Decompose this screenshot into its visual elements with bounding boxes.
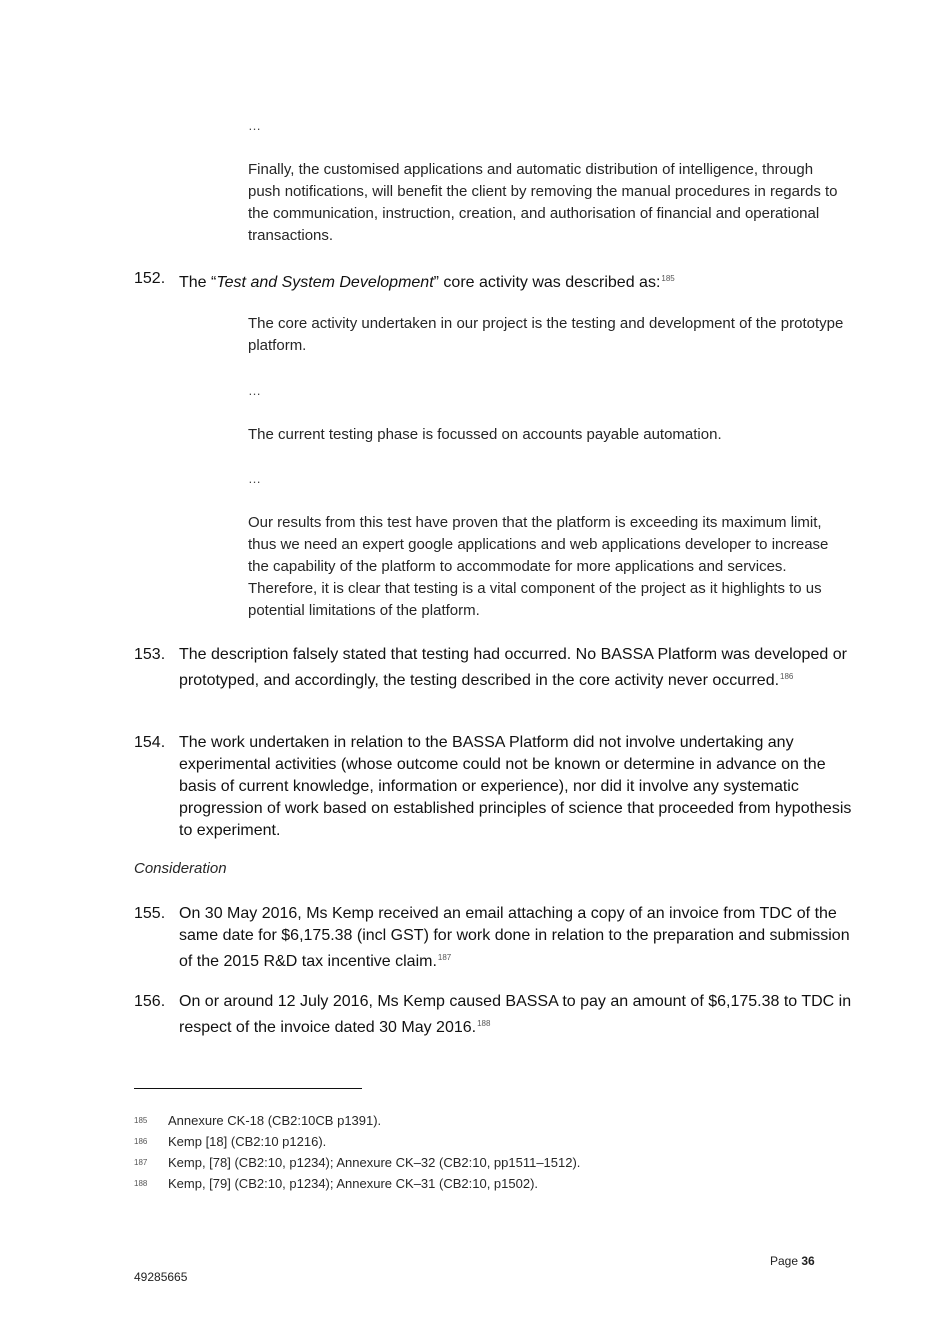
paragraph-154 <box>134 732 854 842</box>
footnote-number: 187 <box>134 1158 148 1167</box>
text-body: On 30 May 2016, Ms Kemp received an email attaching a copy of an invoice from TDC of the same date for $6,175.38 (incl GST) for work done in relation to the preparation and submission of the 2015 R&D tax incentive claim. <box>179 905 850 970</box>
ellipsis: … <box>248 118 261 133</box>
ellipsis: … <box>248 471 261 486</box>
paragraph-156 <box>134 991 854 1039</box>
footnote-number: 185 <box>134 1116 148 1125</box>
paragraph-number: 154. <box>134 734 166 751</box>
paragraph-number: 152. <box>134 270 166 287</box>
page-number-value: 36 <box>801 1254 815 1268</box>
paragraph-text <box>179 991 854 1039</box>
page-number <box>770 1254 815 1268</box>
footnote <box>134 1113 854 1129</box>
paragraph-155 <box>134 903 854 973</box>
footnote-text: Kemp [18] (CB2:10 p1216). <box>168 1134 327 1149</box>
footnote <box>134 1176 854 1192</box>
paragraph-number: 153. <box>134 646 166 663</box>
text-body: The description falsely stated that testing had occurred. No BASSA Platform was developed or prototyped, and accordingly, the testing described in the core activity never occurred. <box>179 646 847 689</box>
paragraph-number: 155. <box>134 905 166 922</box>
document-id: 49285665 <box>134 1270 188 1284</box>
footnote-separator <box>134 1088 362 1089</box>
page-label: Page <box>770 1254 799 1268</box>
footnote-text: Kemp, [79] (CB2:10, p1234); Annexure CK–31 (CB2:10, p1502). <box>168 1176 539 1191</box>
quoted-paragraph: Finally, the customised applications and automatic distribution of intelligence, through push notifications, will benefit the client by removing the manual procedures in regards to the communication, instruction, creation, and authorisation of financial and operational transactions. <box>248 161 838 244</box>
footnote-text: Kemp, [78] (CB2:10, p1234); Annexure CK–32 (CB2:10, pp1511–1512). <box>168 1155 581 1170</box>
footnote <box>134 1155 854 1171</box>
section-heading: Consideration <box>134 860 227 877</box>
paragraph-text: The work undertaken in relation to the BASSA Platform did not involve undertaking any experimental activities (whose outcome could not be known or determine in advance on the basis of current knowledge, information or experience), nor did it involve any systematic progression of work based on established principles of science that proceeded from hypothesis to experiment. <box>179 734 852 839</box>
paragraph-text <box>179 644 854 692</box>
ellipsis: … <box>248 383 261 398</box>
quoted-paragraph: The current testing phase is focussed on accounts payable automation. <box>248 426 722 443</box>
paragraph-text <box>179 903 854 973</box>
footnote-ref[interactable]: 185 <box>661 274 675 283</box>
text-suffix: ” core activity was described as: <box>433 274 661 291</box>
quoted-paragraph: Our results from this test have proven that the platform is exceeding its maximum limit, thus we need an expert google applications and web applications developer to increase the capability of the platform to accommodate for more applications and services. Therefore, it is clear that testing is a vital component of the project as it highlights to us potential limitations of the platform. <box>248 514 829 619</box>
quoted-paragraph: The core activity undertaken in our project is the testing and development of the prototype platform. <box>248 315 844 354</box>
italic-title: Test and System Development <box>216 274 434 291</box>
footnote <box>134 1134 854 1150</box>
footnote-number: 186 <box>134 1137 148 1146</box>
text-prefix: The “ <box>179 274 217 291</box>
footnote-ref[interactable]: 186 <box>780 672 794 681</box>
text-body: On or around 12 July 2016, Ms Kemp caused BASSA to pay an amount of $6,175.38 to TDC in respect of the invoice dated 30 May 2016. <box>179 993 852 1036</box>
footnote-text: Annexure CK-18 (CB2:10CB p1391). <box>168 1113 382 1128</box>
paragraph-153 <box>134 644 854 692</box>
paragraph-text <box>179 268 854 294</box>
footnote-number: 188 <box>134 1179 148 1188</box>
footnote-ref[interactable]: 188 <box>477 1019 491 1028</box>
paragraph-152 <box>134 268 854 294</box>
footnote-ref[interactable]: 187 <box>437 953 452 962</box>
paragraph-number: 156. <box>134 993 166 1010</box>
